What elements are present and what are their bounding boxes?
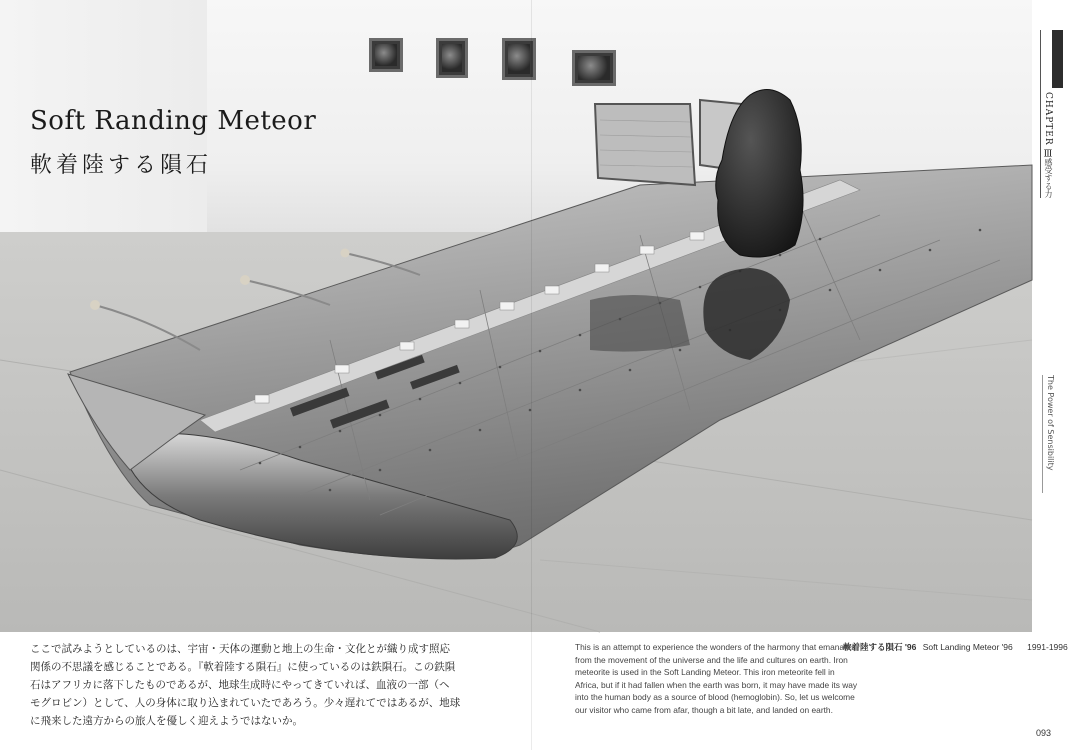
chapter-label: CHAPTER Ⅲ xyxy=(1043,92,1053,161)
spread-fold xyxy=(531,0,532,750)
title-japanese: 軟着陸する隕石 xyxy=(30,153,213,178)
artwork-credit xyxy=(843,641,1068,653)
credit-title-japanese: 軟着陸する隕石 '96 xyxy=(843,642,917,652)
chapter-marker xyxy=(1040,30,1062,198)
body-japanese-line: ここで試みようとしているのは、宇宙・天体の運動と地上の生命・文化とが織り成す照応 xyxy=(30,643,450,655)
body-english-line: from the movement of the universe and the life and cultures on earth. Iron xyxy=(575,654,848,665)
title-english: Soft Randing Meteor xyxy=(30,106,317,136)
credit-years: 1991-1996 xyxy=(1027,642,1068,652)
body-japanese-line: に飛来した遠方からの旅人を優しく迎えようではないか。 xyxy=(30,715,303,727)
body-japanese-line: モグロビン）として、人の身体に取り込まれていたであろう。少々遅れてではあるが、地球 xyxy=(30,697,461,709)
chapter-tab xyxy=(1052,30,1063,88)
body-japanese xyxy=(30,640,520,730)
body-english-line: Africa, but if it had fallen when the earth was born, it may have made its way xyxy=(575,679,858,690)
body-english xyxy=(575,641,858,717)
body-english-line: meteorite is used in the Soft Landing Meteor. This iron meteorite fell in xyxy=(575,667,835,678)
body-japanese-line: 関係の不思議を感じることである。『軟着陸する隕石』に使っているのは鉄隕石。この鉄隕 xyxy=(30,661,456,673)
body-english-line: into the human body as a source of blood (hemoglobin). So, let us welcome xyxy=(575,692,855,703)
page-number: 093 xyxy=(1036,728,1052,738)
body-english-line: our visitor who came from afar, though a bit late, and landed on earth. xyxy=(575,704,833,715)
credit-title-english: Soft Landing Meteor '96 xyxy=(922,642,1013,652)
section-title: The Power of Sensibility xyxy=(1042,375,1055,493)
body-english-line: This is an attempt to experience the wonders of the harmony that emanates xyxy=(575,642,856,652)
chapter-subtitle: 感受する力 xyxy=(1044,158,1053,198)
body-japanese-line: 石はアフリカに落下したものであるが、地球生成時にやってきていれば、血液の一部（ヘ xyxy=(30,679,450,691)
